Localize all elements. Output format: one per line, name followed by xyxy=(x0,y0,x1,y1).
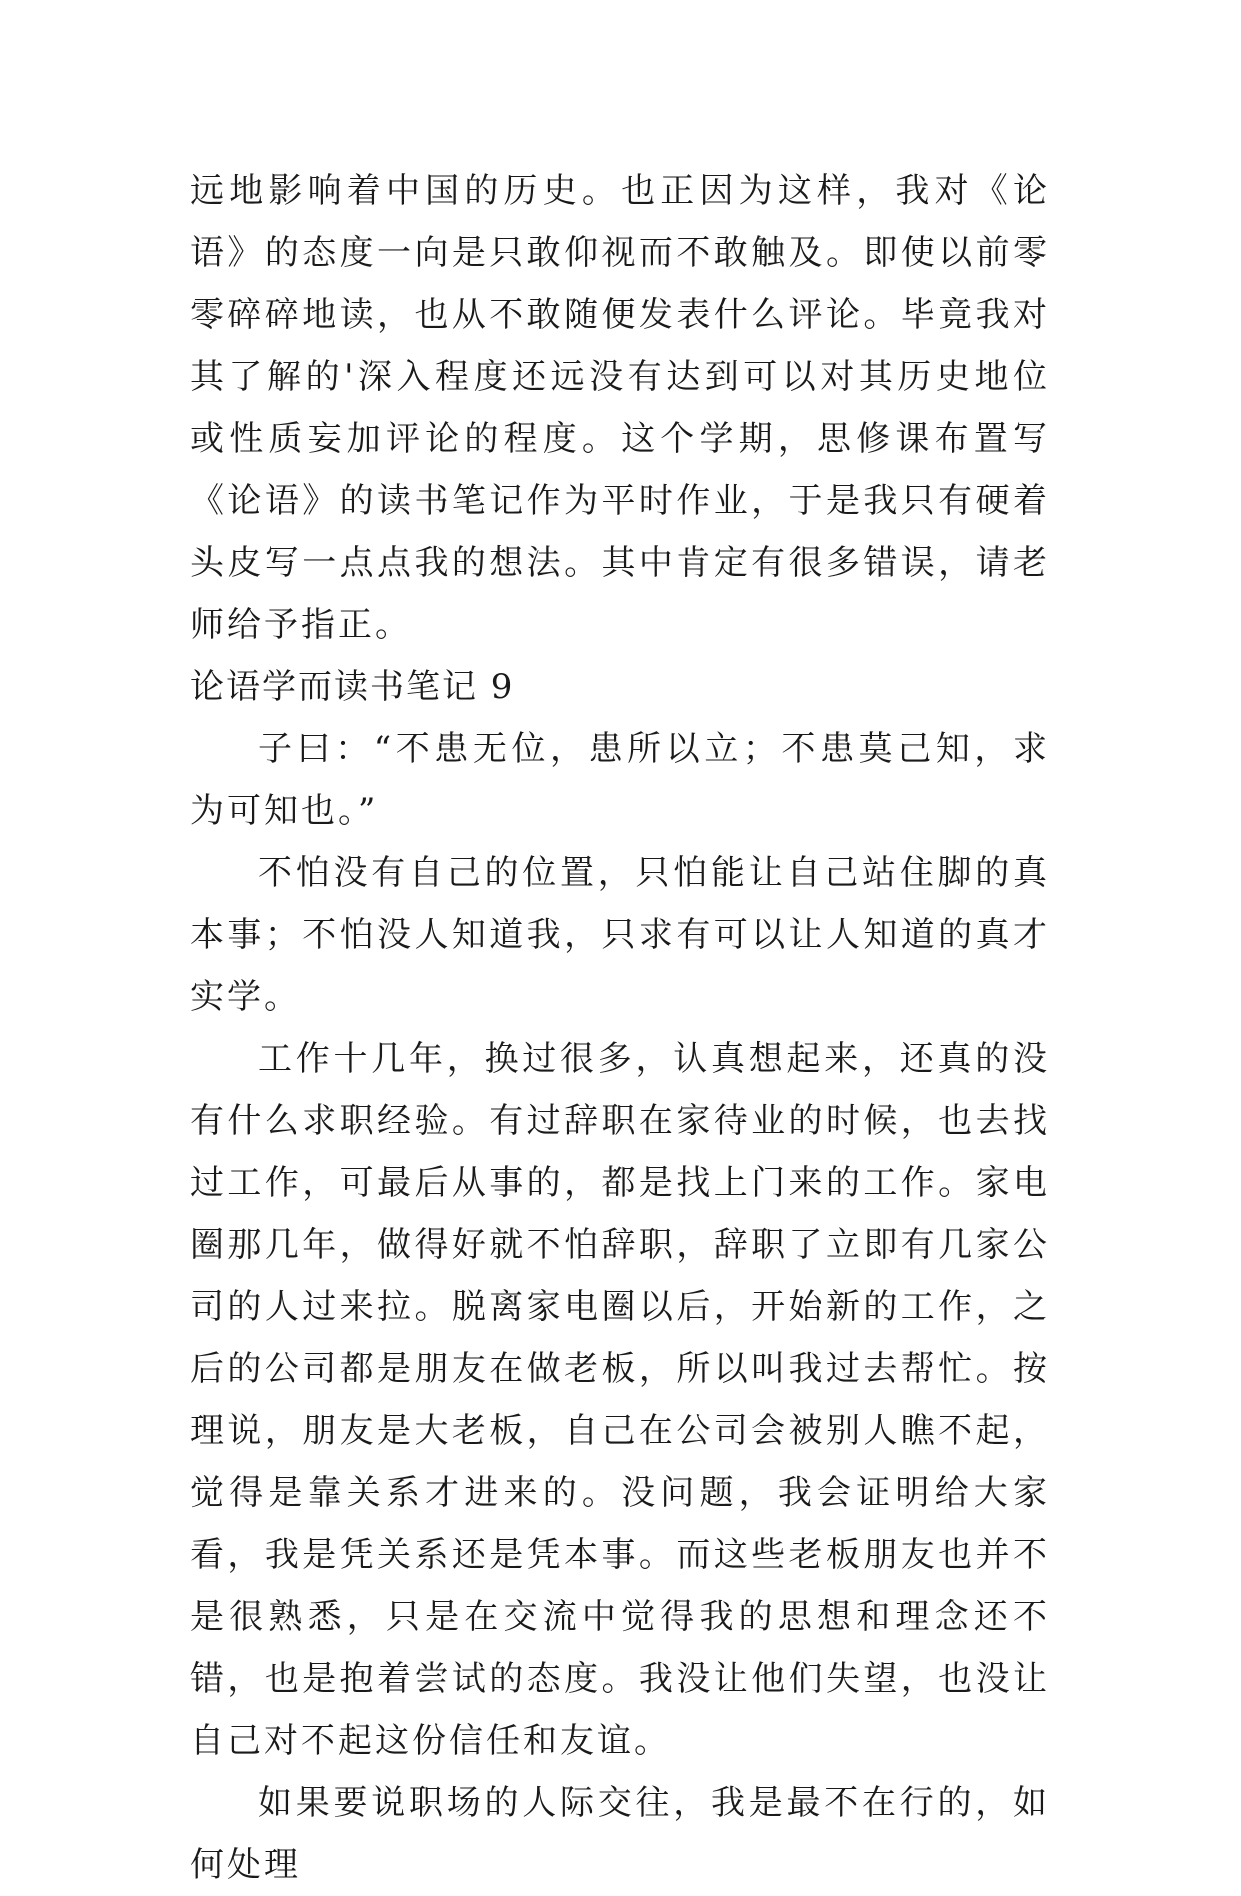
paragraph-continuation: 远地影响着中国的历史。也正因为这样，我对《论语》的态度一向是只敢仰视而不敢触及。即使以前零零碎碎地读，也从不敢随便发表什么评论。毕竟我对其了解的'深入程度还远没有达到可以对其历史地位或性质妄加评论的程度。这个学期，思修课布置写《论语》的读书笔记作为平时作业，于是我只有硬着头皮写一点点我的想法。其中肯定有很多错误，请老师给予指正。 xyxy=(190,171,1050,645)
section-heading: 论语学而读书笔记 9 xyxy=(190,667,515,707)
document-page xyxy=(190,160,1050,1896)
translation-paragraph: 不怕没有自己的位置，只怕能让自己站住脚的真本事；不怕没人知道我，只求有可以让人知道的真才实学。 xyxy=(190,853,1050,1017)
quote-paragraph: 子曰：“不患无位，患所以立；不患莫己知，求为可知也。” xyxy=(190,729,1050,831)
body-paragraph: 工作十几年，换过很多，认真想起来，还真的没有什么求职经验。有过辞职在家待业的时候，也去找过工作，可最后从事的，都是找上门来的工作。家电圈那几年，做得好就不怕辞职，辞职了立即有几家公司的人过来拉。脱离家电圈以后，开始新的工作，之后的公司都是朋友在做老板，所以叫我过去帮忙。按理说，朋友是大老板，自己在公司会被别人瞧不起，觉得是靠关系才进来的。没问题，我会证明给大家看，我是凭关系还是凭本事。而这些老板朋友也并不是很熟悉，只是在交流中觉得我的思想和理念还不错，也是抱着尝试的态度。我没让他们失望，也没让自己对不起这份信任和友谊。 xyxy=(190,1039,1050,1761)
body-paragraph-last: 如果要说职场的人际交往，我是最不在行的，如何处理 xyxy=(190,1783,1050,1885)
